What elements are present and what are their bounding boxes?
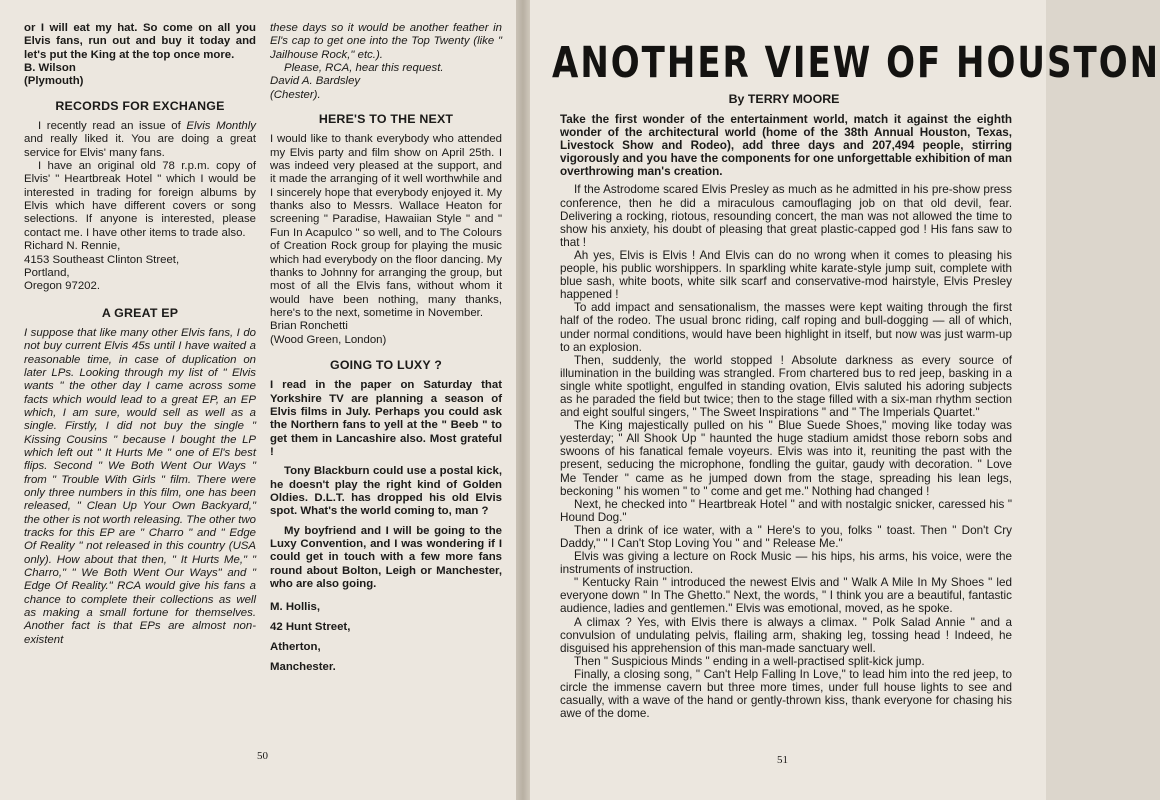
next-heading: HERE'S TO THE NEXT xyxy=(318,112,454,127)
article-paragraph: Then, suddenly, the world stopped ! Absolute darkness as every source of illumination in the building was strangled. From chartered bus to red jeep, basking in a single white spotlight, engulfed in standing ovation, Elvis saluted his adoring subjects as he paraded the field but twice; then to the stage filled with a six-man rhythm section and eight soulful singers, " The Sweet Inspirations " and " The Imperials Quartet." xyxy=(560,353,1012,420)
address-line: Portland, xyxy=(24,266,70,279)
intro-signature: B. Wilson xyxy=(24,62,76,75)
records-p1-text: I recently read an issue of xyxy=(38,120,187,133)
article-paragraph: " Kentucky Rain " introduced the newest Elvis and " Walk A Mile In My Shoes " led everyone down " In The Ghetto." Next, the words, " I think you are a beautiful, fantastic audience, ladies and gentlemen." Elvis was emotional, moved, as he spoke. xyxy=(560,576,1012,616)
article-paragraph: A climax ? Yes, with Elvis there is always a climax. " Polk Salad Annie " and a convulsion of undulating pelvis, flailing arm, shaking leg, tossing head ! Indeed, he disguised his apprehension of this man-made sanctuary well. xyxy=(560,615,1012,655)
address-line: Atherton, xyxy=(270,641,321,654)
article-paragraph: Finally, a closing song, " Can't Help Falling In Love," to lead him into the red jeep, to circle the immense cavern but three more times, under full house lights to see and casually, with a wave of the hand or gently-thrown kiss, thank everyone for chasing his awe of the dome. xyxy=(560,667,1012,721)
records-heading: RECORDS FOR EXCHANGE xyxy=(55,98,225,113)
records-p1-text-2: and really liked it. You are doing a great service for Elvis' many fans. xyxy=(24,133,256,159)
intro-text: or I will eat my hat. So come on all you Elvis fans, run out and buy it today and let's put the King at the top once more. xyxy=(24,22,256,61)
article-paragraph: Then " Suspicious Minds " ending in a well-practised split-kick jump. xyxy=(574,654,925,668)
luxy-heading: GOING TO LUXY ? xyxy=(329,357,442,372)
address-line: 4153 Southeast Clinton Street, xyxy=(24,253,180,266)
great-ep-heading: A GREAT EP xyxy=(101,305,179,320)
article-paragraph: Then a drink of ice water, with a " Here's to you, folks " toast. Then " Don't Cry Daddy," " I Can't Stop Loving You " and " Release Me." xyxy=(560,523,1012,550)
address-line: 42 Hunt Street, xyxy=(270,621,351,634)
great-ep-text: I suppose that like many other Elvis fans, I do not buy current Elvis 45s until I have waited a reasonable time, in case of duplication on later LPs. Looking through my list of " Elvis wants " the other day I came across some facts which would lead to a great EP, an EP which, I am sure, would sell as well as a single. Firstly, I did not buy the single " Kissing Cousins " because I bought the LP which left out " It Hurts Me " one of El's best flips. Second " We Both Went Our Ways " from " Trouble With Girls " film. There were only three numbers in this film, one has been released, " Clean Up Your Own Backyard," the other is not worth releasing. The other two tracks for this EP are " Charro " and " Edge Of Reality " not released in this country (USA only). How about that then, " It Hurts Me," " Charro," " We Both Went Our Ways" and " Edge Of Reality." RCA would give his fans a chance to complete their collections as well as making a small fortune for themselves. Another fact is that EPs are almost non-existent xyxy=(24,326,256,646)
magazine-title: Elvis Monthly xyxy=(186,120,256,133)
address-line: M. Hollis, xyxy=(270,601,320,614)
article-title: ANOTHER VIEW OF HOUSTON xyxy=(552,38,1160,88)
luxy-address xyxy=(270,597,502,677)
article-paragraph: The King majestically pulled on his " Blue Suede Shoes," moving like today was yesterday; " All Shook Up " haunted the huge stadium amidst those reborn sobs and swoons of his fanatical female voyeurs. Elvis was into it, reuniting the past with the present, seducing the microphone, fondling the guitar, gaudy with decoration. " Love Me Tender " came as he jumped down from the stage, spreading his lean legs, beckoning " his women " to " come and get me." Nothing had changed ! xyxy=(560,419,1012,498)
article-paragraph: If the Astrodome scared Elvis Presley as much as he admitted in his pre-show press conference, then he did a miraculous camouflaging job on that old devil, fear. Delivering a rocking, riotous, resounding concert, the man was not allowed the time to show his anxiety, his doubt of pleasing that great plastic-capped god ! His fans saw to that ! xyxy=(560,183,1012,249)
article-lead: Take the first wonder of the entertainment world, match it against the eighth wonder of the architectural world (home of the 38th Annual Houston, Texas, Livestock Show and Rodeo), add three days and 207,494 people, stirring vigorously and you have the components for one unforgettable exhibition of man overthrowing man's creation. xyxy=(560,113,1012,179)
next-text: I would like to thank everybody who attended my Elvis party and film show on April 25th. I was indeed very pleased at the support, and it made the arranging of it well worthwhile and I sincerely hope that everybody enjoyed it. My thanks also to Messrs. Wallace Heaton for screening " Paradise, Hawaiian Style " and " Fun In Acapulco " so well, and to The Colours of Creation Rock group for playing the music which had everybody on the floor dancing. My thanks to Johnny for arranging the group, but most of all the Elvis fans, without whom it would have been nothing, many thanks, here's to the next, sometime in November. xyxy=(270,133,502,319)
article-paragraph: Ah yes, Elvis is Elvis ! And Elvis can do no wrong when it comes to pleasing his people, his public worshippers. In sparkling white karate-style jump suit, complete with blue sash, white boots, white silk scarf and conservative-mod hairstyle, Elvis Presley happened ! xyxy=(560,248,1012,302)
luxy-paragraph-3: My boyfriend and I will be going to the Luxy Convention, and I was wondering if I could get in touch with a few more fans round about Bolton, Leigh or Manchester, who are also going. xyxy=(270,524,502,591)
intro-location: (Plymouth) xyxy=(24,75,84,88)
luxy-paragraph-2: Tony Blackburn could use a postal kick, he doesn't play the right kind of Golden Oldies. D.L.T. has dropped his old Elvis spot. What's the world coming to, man ? xyxy=(270,465,502,518)
article-paragraph: Next, he checked into " Heartbreak Hotel " and with nostalgic snicker, caressed his " Hound Dog." xyxy=(560,497,1012,524)
page-number-left: 50 xyxy=(257,750,268,762)
ep-signature: David A. Bardsley xyxy=(270,75,361,88)
article-body xyxy=(560,113,1012,720)
next-signature: Brian Ronchetti xyxy=(270,320,348,333)
records-paragraph-2: I have an original old 78 r.p.m. copy of Elvis' " Heartbreak Hotel " which I would be interested in trading for foreign albums by Elvis which have different covers or song selections. If anyone is interested, please contact me. I have other items to trade also. xyxy=(24,160,256,239)
records-address xyxy=(24,240,256,293)
ep-continued: these days so it would be another feather in El's cap to get one into the Top Twenty (like " Jailhouse Rock," etc.). xyxy=(270,22,502,61)
luxy-paragraph-1: I read in the paper on Saturday that Yorkshire TV are planning a season of Elvis films in July. Perhaps you could ask the Northern fans to yell at the " Beeb " to get them in Lancashire also. Most grateful ! xyxy=(270,379,502,458)
page-gutter xyxy=(516,0,530,800)
article-byline: By TERRY MOORE xyxy=(728,92,840,106)
article-paragraph: Elvis was giving a lecture on Rock Music — his hips, his arms, his voice, were the instruments of instruction. xyxy=(560,550,1012,577)
left-column-1 xyxy=(24,22,256,647)
address-line: Oregon 97202. xyxy=(24,280,100,293)
article-paragraph: To add impact and sensationalism, the masses were kept waiting through the first half of the rodeo. The usual bronc riding, calf roping and bull-dogging — all of which, under normal conditions, would have been highlight in itself, but now was just warm-up to an explosion. xyxy=(560,301,1012,354)
ep-location: (Chester). xyxy=(270,88,321,101)
records-paragraph-1 xyxy=(24,120,256,160)
page-number-right: 51 xyxy=(777,754,788,766)
address-line: Richard N. Rennie, xyxy=(24,240,121,253)
address-line: Manchester. xyxy=(270,661,336,674)
ep-request: Please, RCA, hear this request. xyxy=(284,62,444,75)
left-column-2 xyxy=(270,22,502,677)
next-location: (Wood Green, London) xyxy=(270,333,387,346)
